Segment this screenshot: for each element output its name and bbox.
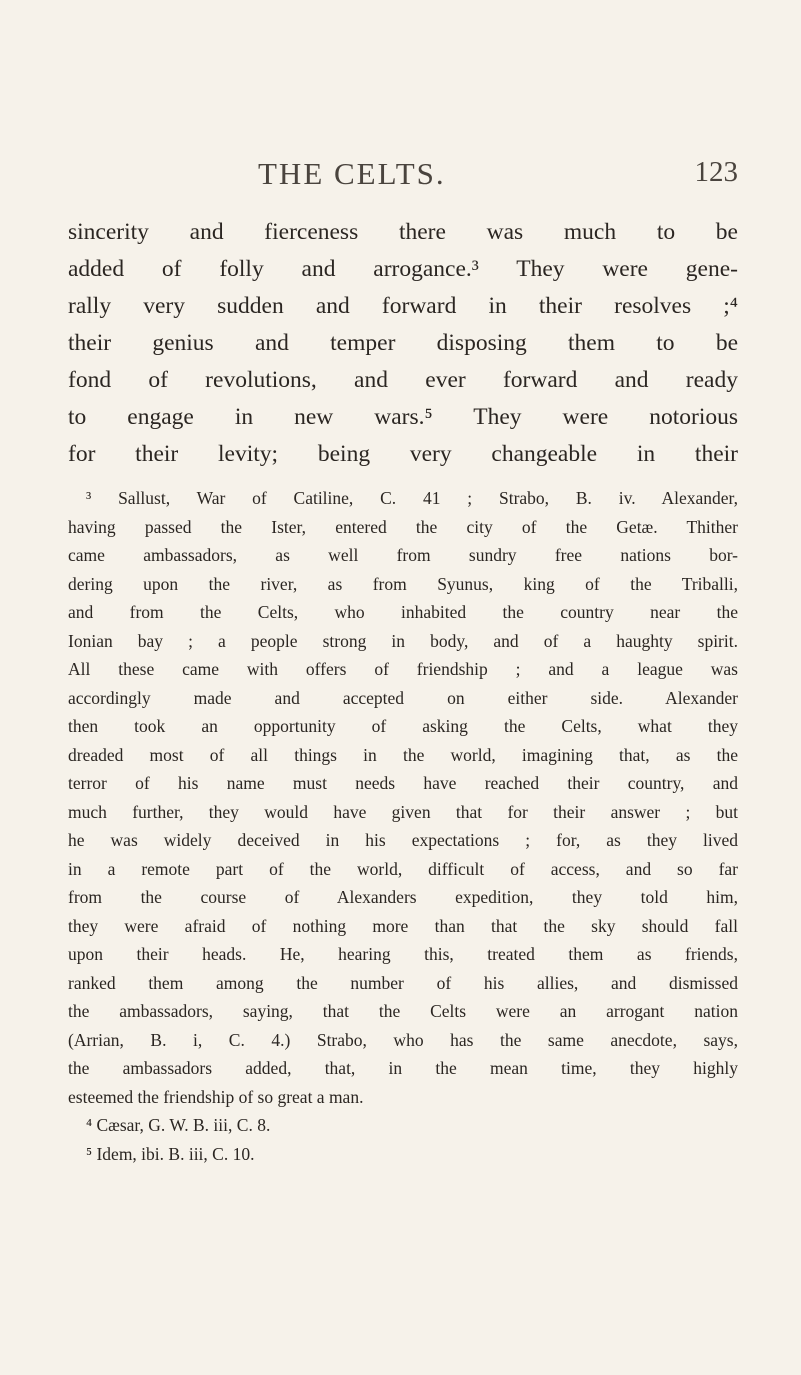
footnote-3-line: having passed the Ister, entered the city of the Getæ. Thither [68, 516, 738, 537]
footnote-3-line: terror of his name must needs have reached their country, and [68, 773, 738, 793]
footnote-3-line: All these came with offers of friendship ; and a league was [68, 659, 738, 679]
body-line: for their levity; being very changeable in their [68, 441, 738, 467]
footnote-3-line: the ambassadors added, that, in the mean time, they highly [68, 1058, 738, 1078]
body-paragraph [68, 214, 738, 473]
footnote-3-line: then took an opportunity of asking the Celts, what they [68, 716, 738, 736]
footnote-3-line: and from the Celts, who inhabited the country near the [68, 602, 738, 622]
footnote-3-line: (Arrian, B. i, C. 4.) Strabo, who has the same anecdote, says, [68, 1029, 738, 1050]
footnote-3-line: came ambassadors, as well from sundry free nations bor- [68, 545, 738, 565]
footnote-3-line: the ambassadors, saying, that the Celts were an arrogant nation [68, 1001, 738, 1021]
footnote-3-line: Ionian bay ; a people strong in body, and of a haughty spirit. [68, 630, 738, 651]
page-number: 123 [694, 156, 738, 188]
body-line: sincerity and fierceness there was much to be [68, 219, 738, 245]
footnote-3-line: upon their heads. He, hearing this, treated them as friends, [68, 944, 738, 964]
footnote-3-line: esteemed the friendship of so great a man. [68, 1086, 364, 1107]
body-line: added of folly and arrogance.³ They were gene- [68, 256, 738, 282]
footnote-3-line: ³ Sallust, War of Catiline, C. 41 ; Strabo, B. iv. Alexander, [86, 488, 738, 508]
footnote-3-line: dering upon the river, as from Syunus, king of the Triballi, [68, 573, 738, 594]
body-line: rally very sudden and forward in their resolves ;⁴ [68, 293, 738, 319]
footnote-3-line: much further, they would have given that for their answer ; but [68, 801, 738, 822]
footnote-3-line: in a remote part of the world, difficult of access, and so far [68, 858, 738, 879]
body-line: fond of revolutions, and ever forward and ready [68, 367, 738, 393]
footnote-4: ⁴ Cæsar, G. W. B. iii, C. 8. [86, 1115, 271, 1135]
page-header [68, 156, 738, 196]
footnote-3-line: accordingly made and accepted on either side. Alexander [68, 687, 738, 708]
footnote-3-line: from the course of Alexanders expedition, they told him, [68, 887, 738, 907]
running-title: THE CELTS. [258, 156, 446, 191]
footnote-3-line: ranked them among the number of his allies, and dismissed [68, 972, 738, 993]
footnote-5: ⁵ Idem, ibi. B. iii, C. 10. [86, 1143, 255, 1164]
footnote-3-line: he was widely deceived in his expectations ; for, as they lived [68, 830, 738, 850]
footnotes [68, 484, 738, 1168]
body-line: their genius and temper disposing them to be [68, 330, 738, 356]
body-line: to engage in new wars.⁵ They were notorious [68, 404, 738, 430]
footnote-3-line: they were afraid of nothing more than that the sky should fall [68, 915, 738, 936]
footnote-3-line: dreaded most of all things in the world, imagining that, as the [68, 744, 738, 765]
